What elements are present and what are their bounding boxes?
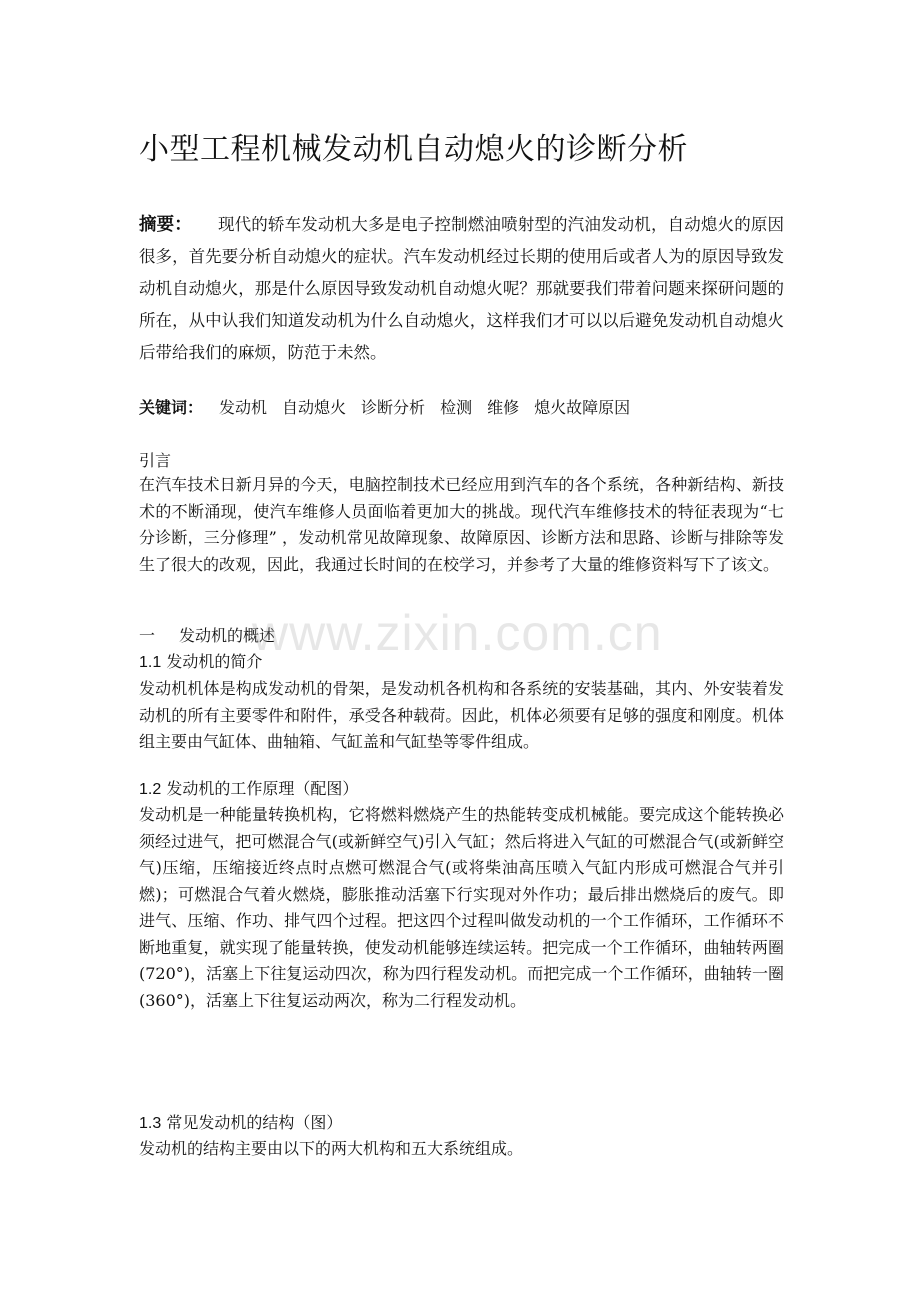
- abstract-text: 现代的轿车发动机大多是电子控制燃油喷射型的汽油发动机，自动熄火的原因很多，首先要分析自动熄火的症状。汽车发动机经过长期的使用后或者人为的原因导致发动机自动熄火，那是什么原因导致发动机自动熄火呢？那就要我们带着问题来探研问题的所在，从中认我们知道发动机为什么自动熄火，这样我们才可以以后避免发动机自动熄火后带给我们的麻烦，防范于未然。: [139, 215, 785, 362]
- section-1-title: 发动机的概述: [179, 626, 276, 645]
- section-1-2-number: 1.2: [139, 781, 162, 798]
- section-1-1-number: 1.1: [139, 654, 162, 671]
- keyword: 发动机: [219, 398, 268, 417]
- section-1-3-heading: [139, 1110, 342, 1137]
- section-1-2-paragraph: 发动机是一种能量转换机构，它将燃料燃烧产生的热能转变成机械能。要完成这个能转换必须经过进气，把可燃混合气(或新鲜空气)引入气缸；然后将进入气缸的可燃混合气(或新鲜空气)压缩，压缩接近终点时点燃可燃混合气(或将柴油高压喷入气缸内形成可燃混合气并引燃)；可燃混合气着火燃烧，膨胀推动活塞下行实现对外作功；最后排出燃烧后的废气。即进气、压缩、作功、排气四个过程。把这四个过程叫做发动机的一个工作循环，工作循环不断地重复，就实现了能量转换，使发动机能够连续运转。把完成一个工作循环，曲轴转两圈(720°)，活塞上下往复运动四次，称为四行程发动机。而把完成一个工作循环，曲轴转一圈(360°)，活塞上下往复运动两次，称为二行程发动机。: [139, 805, 784, 1010]
- keywords-line: [139, 393, 784, 423]
- keyword: 检测: [440, 398, 473, 417]
- intro-heading: 引言: [139, 451, 172, 470]
- abstract-label: 摘要：: [139, 215, 192, 235]
- section-1-1-title: 发动机的简介: [166, 652, 263, 671]
- keywords-label: 关键词：: [139, 398, 204, 417]
- section-1-1-heading: [139, 649, 262, 676]
- keyword: 维修: [487, 398, 520, 417]
- section-1-number: 一: [139, 626, 156, 645]
- intro-paragraph: 在汽车技术日新月异的今天，电脑控制技术已经应用到汽车的各个系统，各种新结构、新技术的不断涌现，使汽车维修人员面临着更加大的挑战。现代汽车维修技术的特征表现为“七分诊断，三分修理” ，发动机常见故障现象、故障原因、诊断方法和思路、诊断与排除等发生了很大的改观，因此，我通过长时间的在校学习，并参考了大量的维修资料写下了该文。: [139, 475, 784, 574]
- section-1-1-paragraph: 发动机机体是构成发动机的骨架，是发动机各机构和各系统的安装基础，其内、外安装着发动机的所有主要零件和附件，承受各种载荷。因此，机体必须要有足够的强度和刚度。机体组主要由气缸体、曲轴箱、气缸盖和气缸垫等零件组成。: [139, 679, 784, 751]
- watermark: www.zixin.com.cn: [252, 605, 663, 661]
- section-1-heading: [139, 623, 275, 649]
- keyword: 诊断分析: [361, 398, 426, 417]
- section-1-2-title: 发动机的工作原理（配图）: [166, 779, 359, 798]
- section-1-3-title: 常见发动机的结构（图）: [166, 1113, 343, 1132]
- keyword: 自动熄火: [282, 398, 347, 417]
- section-1-3-paragraph: 发动机的结构主要由以下的两大机构和五大系统组成。: [139, 1139, 524, 1158]
- abstract-paragraph: [139, 209, 784, 369]
- keyword: 熄火故障原因: [534, 398, 631, 417]
- section-1-3-number: 1.3: [139, 1115, 162, 1132]
- document-title: 小型工程机械发动机自动熄火的诊断分析: [139, 132, 688, 167]
- section-1-2-heading: [139, 776, 358, 803]
